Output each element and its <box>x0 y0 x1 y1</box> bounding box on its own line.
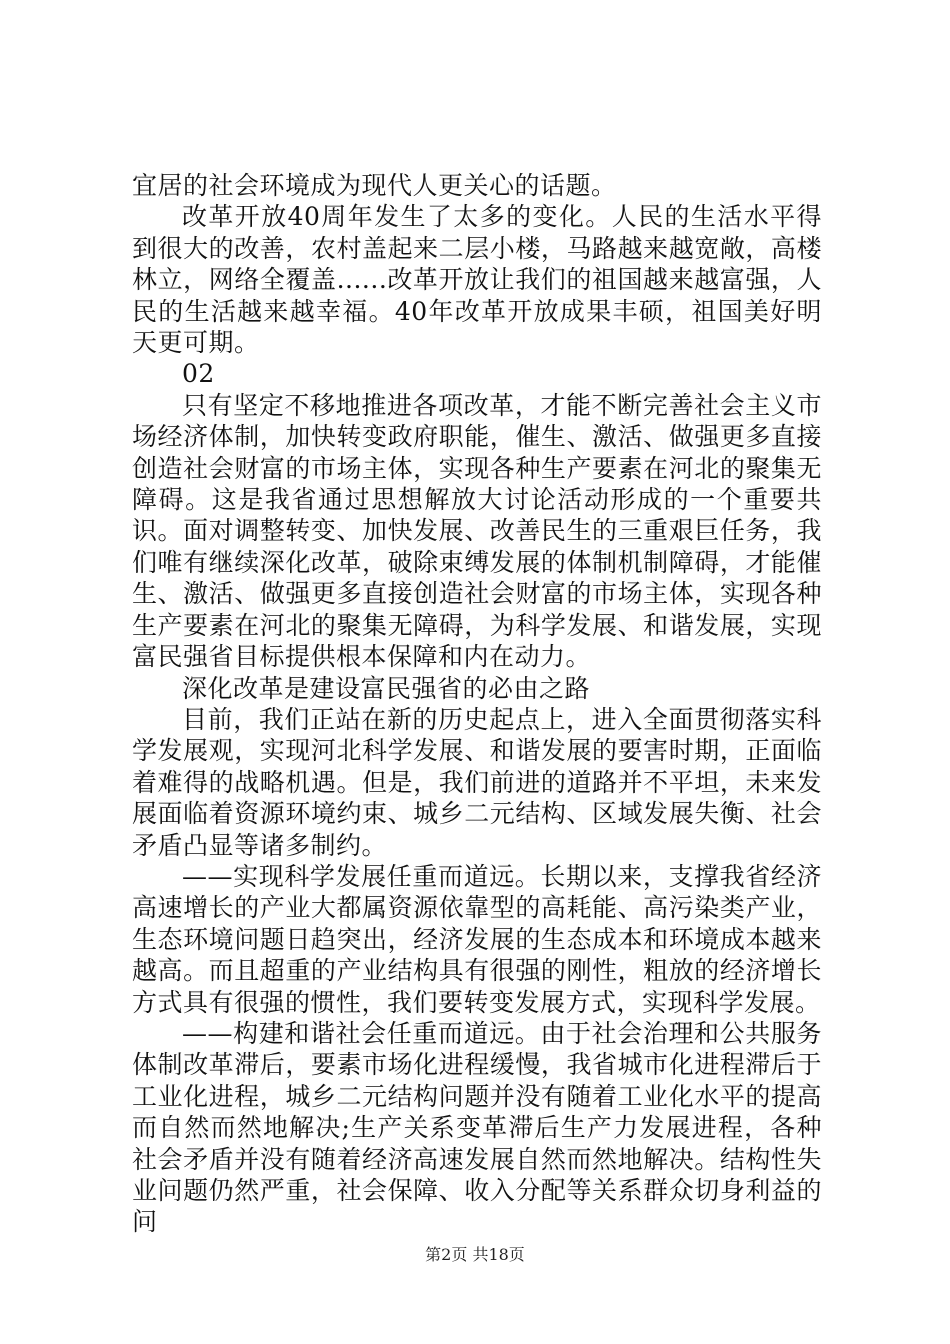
page-footer: 第2页 共18页 <box>425 1245 525 1264</box>
section-heading: 深化改革是建设富民强省的必由之路 <box>182 673 591 703</box>
document-body <box>132 170 822 1238</box>
paragraph-3: 只有坚定不移地推进各项改革，才能不断完善社会主义市场经济体制，加快转变政府职能，催生、激活、做强更多直接创造社会财富的市场主体，实现各种生产要素在河北的聚集无障碍。这是我省通过思想解放大讨论活动形成的一个重要共识。面对调整转变、加快发展、改善民生的三重艰巨任务，我们唯有继续深化改革，破除束缚发展的体制机制障碍，才能催生、激活、做强更多直接创造社会财富的市场主体，实现各种生产要素在河北的聚集无障碍，为科学发展、和谐发展，实现富民强省目标提供根本保障和内在动力。 <box>132 390 822 672</box>
paragraph-5: ——实现科学发展任重而道远。长期以来，支撑我省经济高速增长的产业大都属资源依靠型的高耗能、高污染类产业，生态环境问题日趋突出，经济发展的生态成本和环境成本越来越高。而且超重的产业结构具有很强的刚性，粗放的经济增长方式具有很强的惯性，我们要转变发展方式，实现科学发展。 <box>132 861 822 1017</box>
paragraph-6: ——构建和谐社会任重而道远。由于社会治理和公共服务体制改革滞后，要素市场化进程缓慢，我省城市化进程滞后于工业化进程，城乡二元结构问题并没有随着工业化水平的提高而自然而然地解决;生产关系变革滞后生产力发展进程，各种社会矛盾并没有随着经济高速发展自然而然地解决。结构性失业问题仍然严重，社会保障、收入分配等关系群众切身利益的问 <box>132 1018 822 1237</box>
paragraph-1: 宜居的社会环境成为现代人更关心的话题。 <box>132 171 617 200</box>
paragraph-2: 改革开放40周年发生了太多的变化。人民的生活水平得到很大的改善，农村盖起来二层小楼，马路越来越宽敞，高楼林立，网络全覆盖......改革开放让我们的祖国越来越富强，人民的生活越来越幸福。40年改革开放成果丰硕，祖国美好明天更可期。 <box>132 202 822 358</box>
paragraph-4: 目前，我们正站在新的历史起点上，进入全面贯彻落实科学发展观，实现河北科学发展、和谐发展的要害时期，正面临着难得的战略机遇。但是，我们前进的道路并不平坦，未来发展面临着资源环境约束、城乡二元结构、区域发展失衡、社会矛盾凸显等诸多制约。 <box>132 704 822 860</box>
section-number: 02 <box>182 359 215 389</box>
